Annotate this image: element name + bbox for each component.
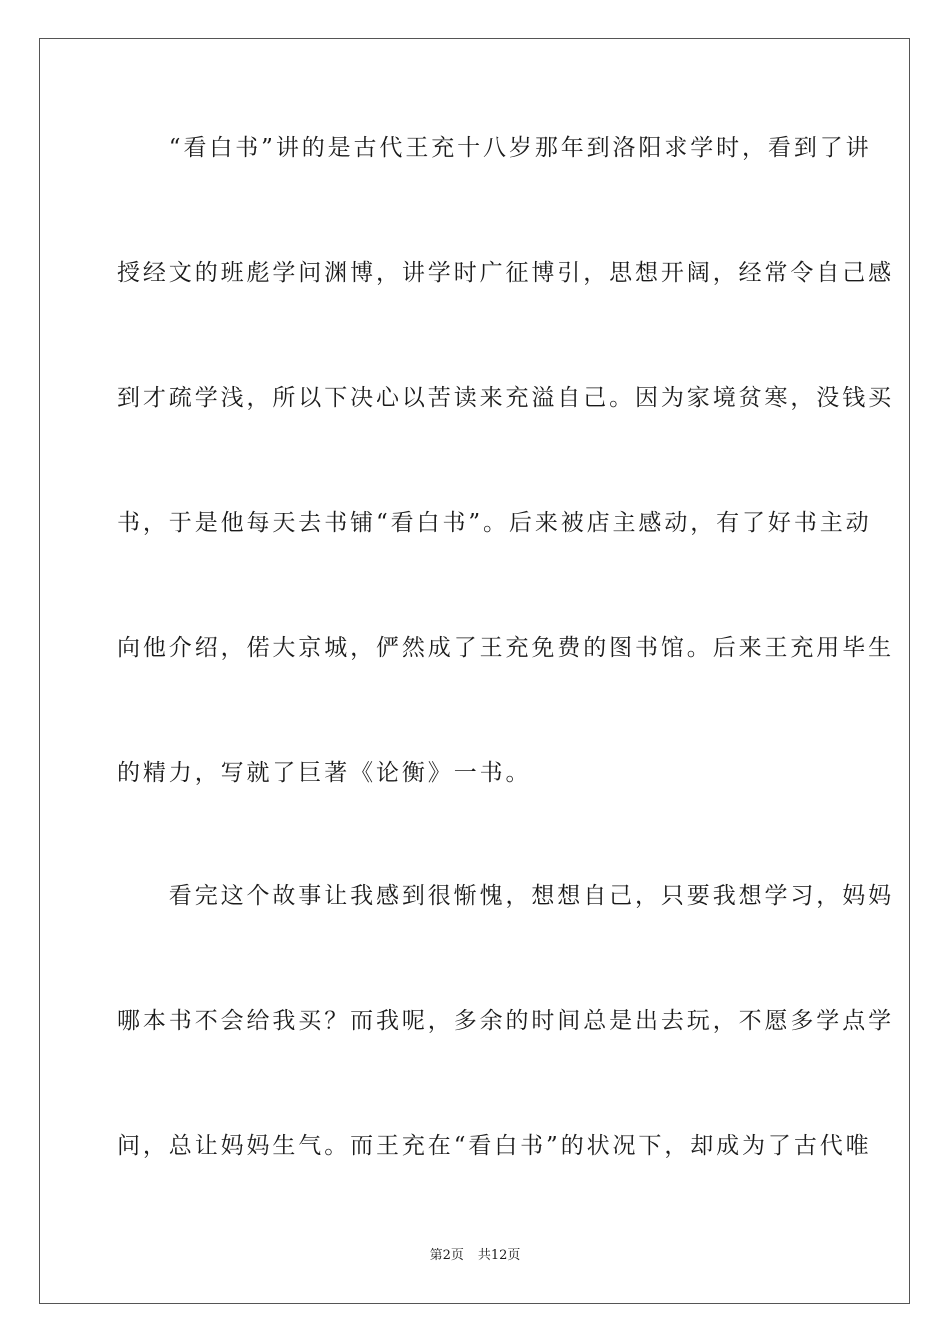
paragraph-line: 问，总让妈妈生气。而王充在“看白书”的状况下，却成为了古代唯 <box>117 1133 872 1159</box>
paragraph-line: 的精力，写就了巨著《论衡》一书。 <box>117 760 532 786</box>
paragraph-line: 授经文的班彪学问渊博，讲学时广征博引，思想开阔，经常令自己感 <box>117 260 894 286</box>
paragraph-line: 看完这个故事让我感到很惭愧，想想自己，只要我想学习，妈妈 <box>117 883 894 909</box>
page-total: 共12页 <box>477 1248 521 1263</box>
page-number: 第2页 <box>429 1248 464 1263</box>
paragraph-line: 书，于是他每天去书铺“看白书”。后来被店主感动，有了好书主动 <box>117 510 872 536</box>
paragraph-line: “看白书”讲的是古代王充十八岁那年到洛阳求学时，看到了讲 <box>117 135 872 161</box>
paragraph-line: 到才疏学浅，所以下决心以苦读来充溢自己。因为家境贫寒，没钱买 <box>117 385 894 411</box>
page-border <box>39 38 910 1304</box>
page-footer <box>0 1244 950 1263</box>
paragraph-line: 哪本书不会给我买？而我呢，多余的时间总是出去玩，不愿多学点学 <box>117 1008 894 1034</box>
paragraph-line: 向他介绍，偌大京城，俨然成了王充免费的图书馆。后来王充用毕生 <box>117 635 894 661</box>
